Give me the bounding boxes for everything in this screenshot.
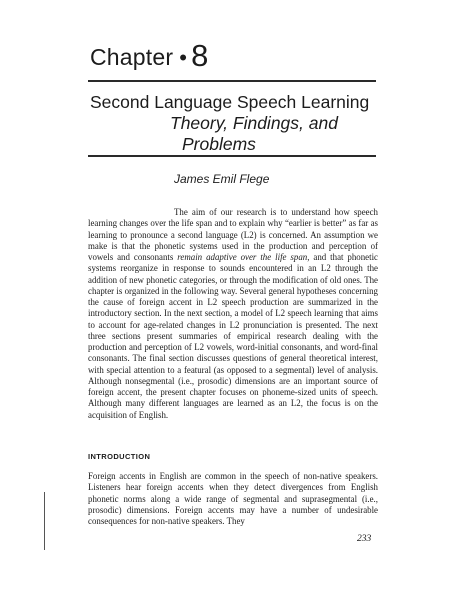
chapter-title-line-2: Theory, Findings, and	[170, 113, 338, 133]
intro-text-2: , and that phonetic systems reorganize in response to sounds encountered in an L2 through the addition of new phonetic categories, or through the modification of old ones. The chapter is organized in the following way. Several general hypotheses concerning the cause of foreign accent in L2 speech production are summarized in the introductory section. In the next section, a model of L2 speech learning that aims to account for age-related changes in L2 pronunciation is presented. The next three sections present summaries of empirical research dealing with the production and perception of L2 vowels, word-initial consonants, and word-final consonants. The final section discusses questions of general theoretical interest, with special attention to a featural (as opposed to a segmental) level of analysis. Although nonsegmental (i.e., prosodic) dimensions are an important source of foreign accent, the present chapter focuses on phoneme-sized units of speech. Although many different languages are learned as an L2, the focus is on the acquisition of English.	[88, 252, 378, 420]
section-paragraph: Foreign accents in English are common in the speech of non-native speakers. Listeners hear foreign accents when they detect divergences from English phonetic norms along a wide range of segmental and suprasegmental (i.e., prosodic) dimensions. Foreign accents may have a number of undesirable consequences for non-native speakers. They	[88, 471, 378, 526]
title-rule	[88, 155, 376, 157]
section-heading: INTRODUCTION	[88, 452, 151, 461]
chapter-heading	[90, 38, 209, 74]
chapter-number: 8	[191, 38, 209, 73]
chapter-title-line-1: Second Language Speech Learning	[90, 92, 370, 112]
chapter-title-line-3: Problems	[182, 134, 256, 154]
intro-text-italic: remain adaptive over the life span	[177, 252, 308, 262]
margin-mark	[44, 492, 45, 550]
intro-paragraph	[88, 207, 378, 421]
intro-text-1: The aim of our research is to understand how speech learning changes over the life span and to explain why “earlier is better” as far as learning to pronounce a second language (L2) is concerned. An assumption we make is that the phonetic systems used in the production and perception of vowels and consonants	[88, 207, 378, 262]
page-number: 233	[357, 534, 372, 544]
top-rule	[88, 80, 376, 82]
chapter-label: Chapter	[90, 44, 174, 70]
author-name: James Emil Flege	[174, 172, 270, 186]
chapter-separator: •	[179, 45, 188, 70]
